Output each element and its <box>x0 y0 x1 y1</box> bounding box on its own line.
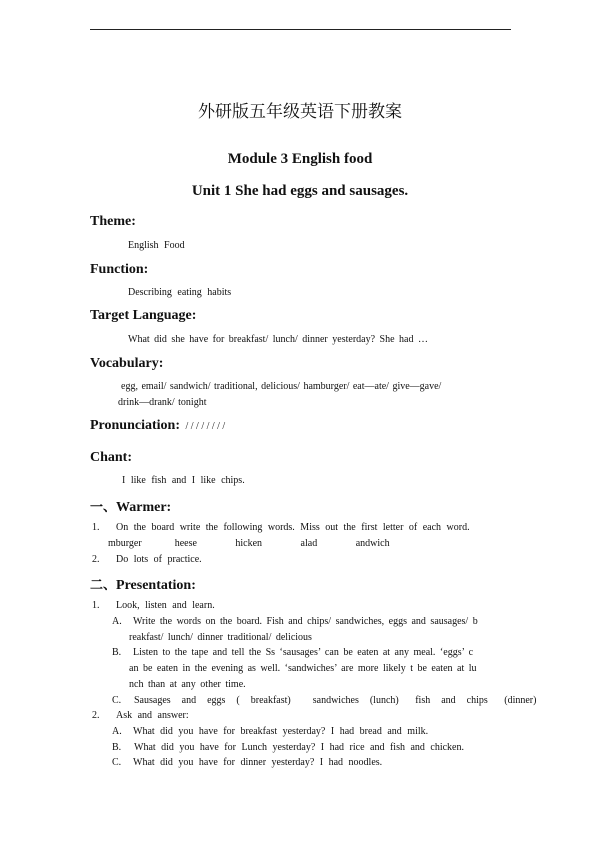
warmer-item-1-number: 1. <box>92 522 100 533</box>
target-language-heading: Target Language: <box>90 308 197 323</box>
presentation-2a-letter: A. <box>112 726 122 737</box>
chant-text: I like fish and I like chips. <box>122 475 245 486</box>
presentation-2b-line-1: What did you have for Lunch yesterday? I had rice and fish and chicken. <box>134 742 464 753</box>
presentation-item-1-text: Look, listen and learn. <box>116 600 215 611</box>
warmer-item-1-line-2: mburger heese hicken alad andwich <box>108 538 390 549</box>
presentation-1b-line-3: nch than at any other time. <box>129 679 246 690</box>
module-title: Module 3 English food <box>227 151 373 167</box>
warmer-prefix: 一、 <box>90 500 117 515</box>
warmer-item-1-line-1: On the board write the following words. Miss out the first letter of each word. <box>116 522 470 533</box>
theme-heading: Theme: <box>90 214 136 229</box>
vocabulary-heading: Vocabulary: <box>90 356 164 371</box>
presentation-2c-line-1: What did you have for dinner yesterday? I had noodles. <box>133 757 383 768</box>
function-text: Describing eating habits <box>128 287 232 298</box>
warmer-heading <box>90 496 171 516</box>
presentation-1b-line-1: Listen to the tape and tell the Ss ‘sausages’ can be eaten at any meal. ‘eggs’ c <box>133 647 474 658</box>
presentation-label: Presentation: <box>116 578 196 593</box>
presentation-prefix: 二、 <box>90 578 117 593</box>
presentation-1a-line-1: Write the words on the board. Fish and chips/ sandwiches, eggs and sausages/ b <box>133 616 478 627</box>
presentation-1a-letter: A. <box>112 616 122 627</box>
presentation-item-2-text: Ask and answer: <box>116 710 189 721</box>
presentation-1c-letter: C. <box>112 695 122 706</box>
chant-heading: Chant: <box>90 450 133 465</box>
pronunciation-marks: / / / / / / / / <box>185 421 226 432</box>
presentation-1c-line-1: Sausages and eggs ( breakfast) sandwiches (lunch) fish and chips (dinner) <box>134 695 537 706</box>
target-language-text: What did she have for breakfast/ lunch/ dinner yesterday? She had … <box>128 334 428 345</box>
presentation-1a-line-2: reakfast/ lunch/ dinner traditional/ delicious <box>129 632 312 643</box>
doc-title: 外研版五年级英语下册教案 <box>198 102 402 122</box>
warmer-item-2-number: 2. <box>92 554 100 565</box>
pronunciation-label: Pronunciation: <box>90 418 180 433</box>
presentation-2b-letter: B. <box>112 742 122 753</box>
presentation-item-2-number: 2. <box>92 710 100 721</box>
presentation-item-1-number: 1. <box>92 600 100 611</box>
presentation-heading <box>90 574 196 594</box>
header-rule <box>90 29 511 30</box>
function-heading: Function: <box>90 262 149 277</box>
unit-title: Unit 1 She had eggs and sausages. <box>191 183 409 199</box>
presentation-1b-letter: B. <box>112 647 122 658</box>
presentation-2a-line-1: What did you have for breakfast yesterday? I had bread and milk. <box>133 726 429 737</box>
vocabulary-line-2: drink—drank/ tonight <box>118 397 207 408</box>
presentation-2c-letter: C. <box>112 757 122 768</box>
presentation-1b-line-2: an be eaten in the evening as well. ‘sandwiches’ are more likely t be eaten at lu <box>129 663 477 674</box>
theme-text: English Food <box>128 240 185 251</box>
vocabulary-line-1: egg, email/ sandwich/ traditional, delicious/ hamburger/ eat—ate/ give—gave/ <box>121 381 442 392</box>
warmer-label: Warmer: <box>116 500 172 515</box>
pronunciation-heading <box>90 418 225 434</box>
warmer-item-2-line-1: Do lots of practice. <box>116 554 202 565</box>
